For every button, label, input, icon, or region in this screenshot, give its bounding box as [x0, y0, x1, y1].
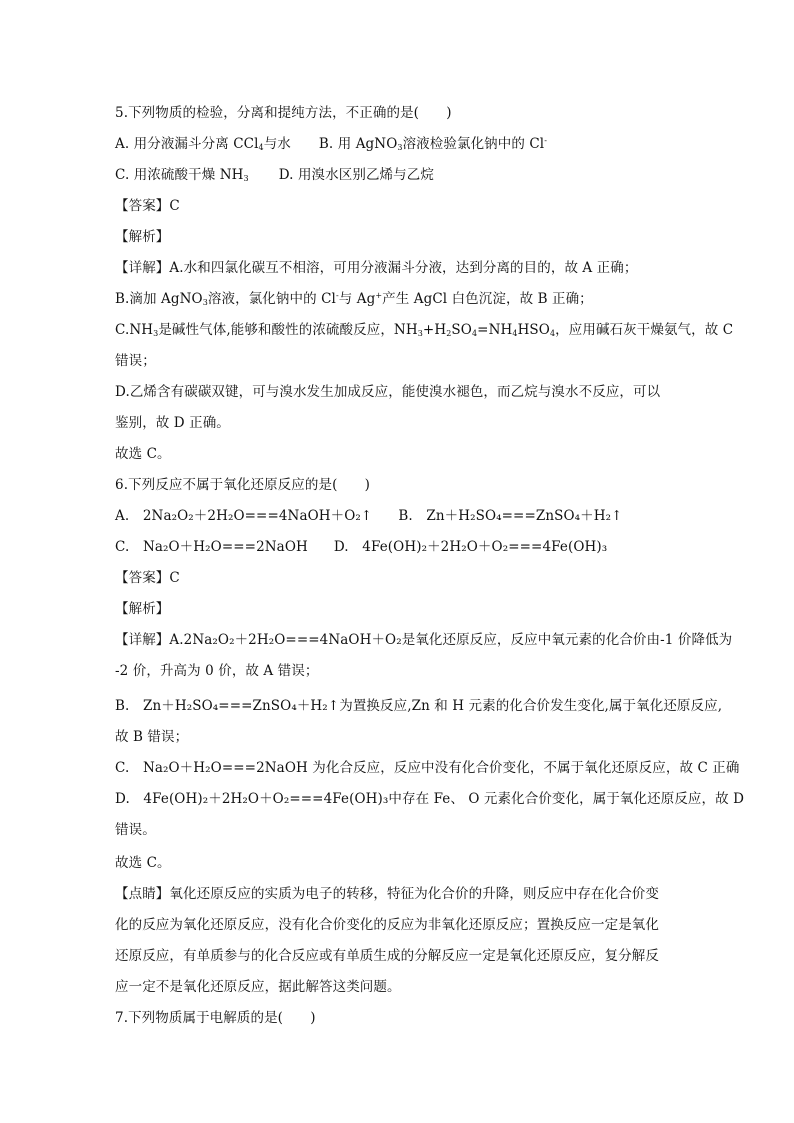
q6-key-point-1: 【点睛】氧化还原反应的实质为电子的转移，特征为化合价的升降，则反应中存在化合价变	[115, 886, 659, 902]
q5-detail-a: 【详解】A.水和四氯化碳互不相溶，可用分液漏斗分液，达到分离的目的，故 A 正确；	[115, 260, 638, 276]
q6-detail-d-cont: 错误。	[115, 822, 156, 838]
q5-stem: 5.下列物质的检验，分离和提纯方法，不正确的是( )	[115, 105, 452, 121]
q5-option-c: C. 用浓硫酸干燥 $NH_3$	[115, 167, 249, 183]
q6-analysis-heading: 【解析】	[115, 601, 170, 617]
q6-conclusion: 故选 C。	[115, 855, 171, 871]
q6-option-b: B. Zn＋H₂SO₄===ZnSO₄＋H₂↑	[398, 508, 623, 524]
q6-key-point-3: 还原反应，有单质参与的化合反应或有单质生成的分解反应一定是氧化还原反应，复分解反	[115, 948, 659, 964]
q6-option-a: A. 2Na₂O₂＋2H₂O===4NaOH＋O₂↑	[115, 508, 373, 524]
q7-stem: 7.下列物质属于电解质的是( )	[115, 1010, 316, 1026]
q6-option-c: C. Na₂O＋H₂O===2NaOH	[115, 539, 308, 555]
q6-detail-b-cont: 故 B 错误；	[115, 729, 189, 745]
q5-detail-b: B.滴加 AgNO$_3$溶液，氯化钠中的 Cl-与 Ag+产生 AgCl 白色沉淀，故 B 正确；	[115, 291, 593, 307]
q6-key-point-4: 应一定不是氧化还原反应，据此解答这类问题。	[115, 979, 401, 995]
q5-conclusion: 故选 C。	[115, 446, 171, 462]
q5-options-ab	[115, 134, 695, 154]
q6-detail-a-cont: -2 价，升高为 0 价，故 A 错误；	[115, 663, 319, 679]
q5-option-a: A. 用分液漏斗分离 CCl$_4$与水	[115, 136, 291, 152]
q6-answer: 【答案】C	[115, 570, 180, 586]
q6-detail-b: B. Zn＋H₂SO₄===ZnSO₄＋H₂↑为置换反应,Zn 和 H 元素的化合价发生变化,属于氧化还原反应,	[115, 698, 723, 714]
q6-detail-d: D. 4Fe(OH)₂＋2H₂O＋O₂===4Fe(OH)₃中存在 Fe、 O 元素化合价变化，属于氧化还原反应，故 D	[115, 791, 745, 807]
q5-options-cd	[115, 165, 695, 185]
q5-option-d: D. 用溴水区别乙烯与乙烷	[278, 167, 434, 183]
q6-stem: 6.下列反应不属于氧化还原反应的是( )	[115, 477, 371, 493]
q5-answer: 【答案】C	[115, 198, 180, 214]
q5-detail-c: $C.NH_3$是碱性气体,能够和酸性的浓硫酸反应，$NH_3+H_2SO_4=NH_4HSO_4$，应用碱石灰干燥氨气，故 C	[115, 322, 734, 338]
q6-detail-a: 【详解】A.2Na₂O₂＋2H₂O===4NaOH＋O₂是氧化还原反应，反应中氧元素的化合价由-1 价降低为	[115, 632, 733, 648]
q6-options-ab	[115, 506, 695, 526]
q6-option-d: D. 4Fe(OH)₂＋2H₂O＋O₂===4Fe(OH)₃	[333, 539, 608, 555]
q6-key-point-2: 化的反应为氧化还原反应，没有化合价变化的反应为非氧化还原反应；置换反应一定是氧化	[115, 917, 659, 933]
q6-options-cd	[115, 537, 695, 557]
q5-detail-c-cont: 错误；	[115, 353, 156, 369]
q5-detail-d-cont: 鉴别，故 D 正确。	[115, 415, 230, 431]
q6-detail-c: C. Na₂O＋H₂O===2NaOH 为化合反应，反应中没有化合价变化，不属于氧化还原反应，故 C 正确	[115, 760, 740, 776]
q5-analysis-heading: 【解析】	[115, 229, 170, 245]
q5-option-b: B. 用 AgNO$_3$溶液检验氯化钠中的 Cl-	[318, 136, 548, 152]
q5-detail-d: D.乙烯含有碳碳双键，可与溴水发生加成反应，能使溴水褪色，而乙烷与溴水不反应，可以	[115, 384, 661, 400]
